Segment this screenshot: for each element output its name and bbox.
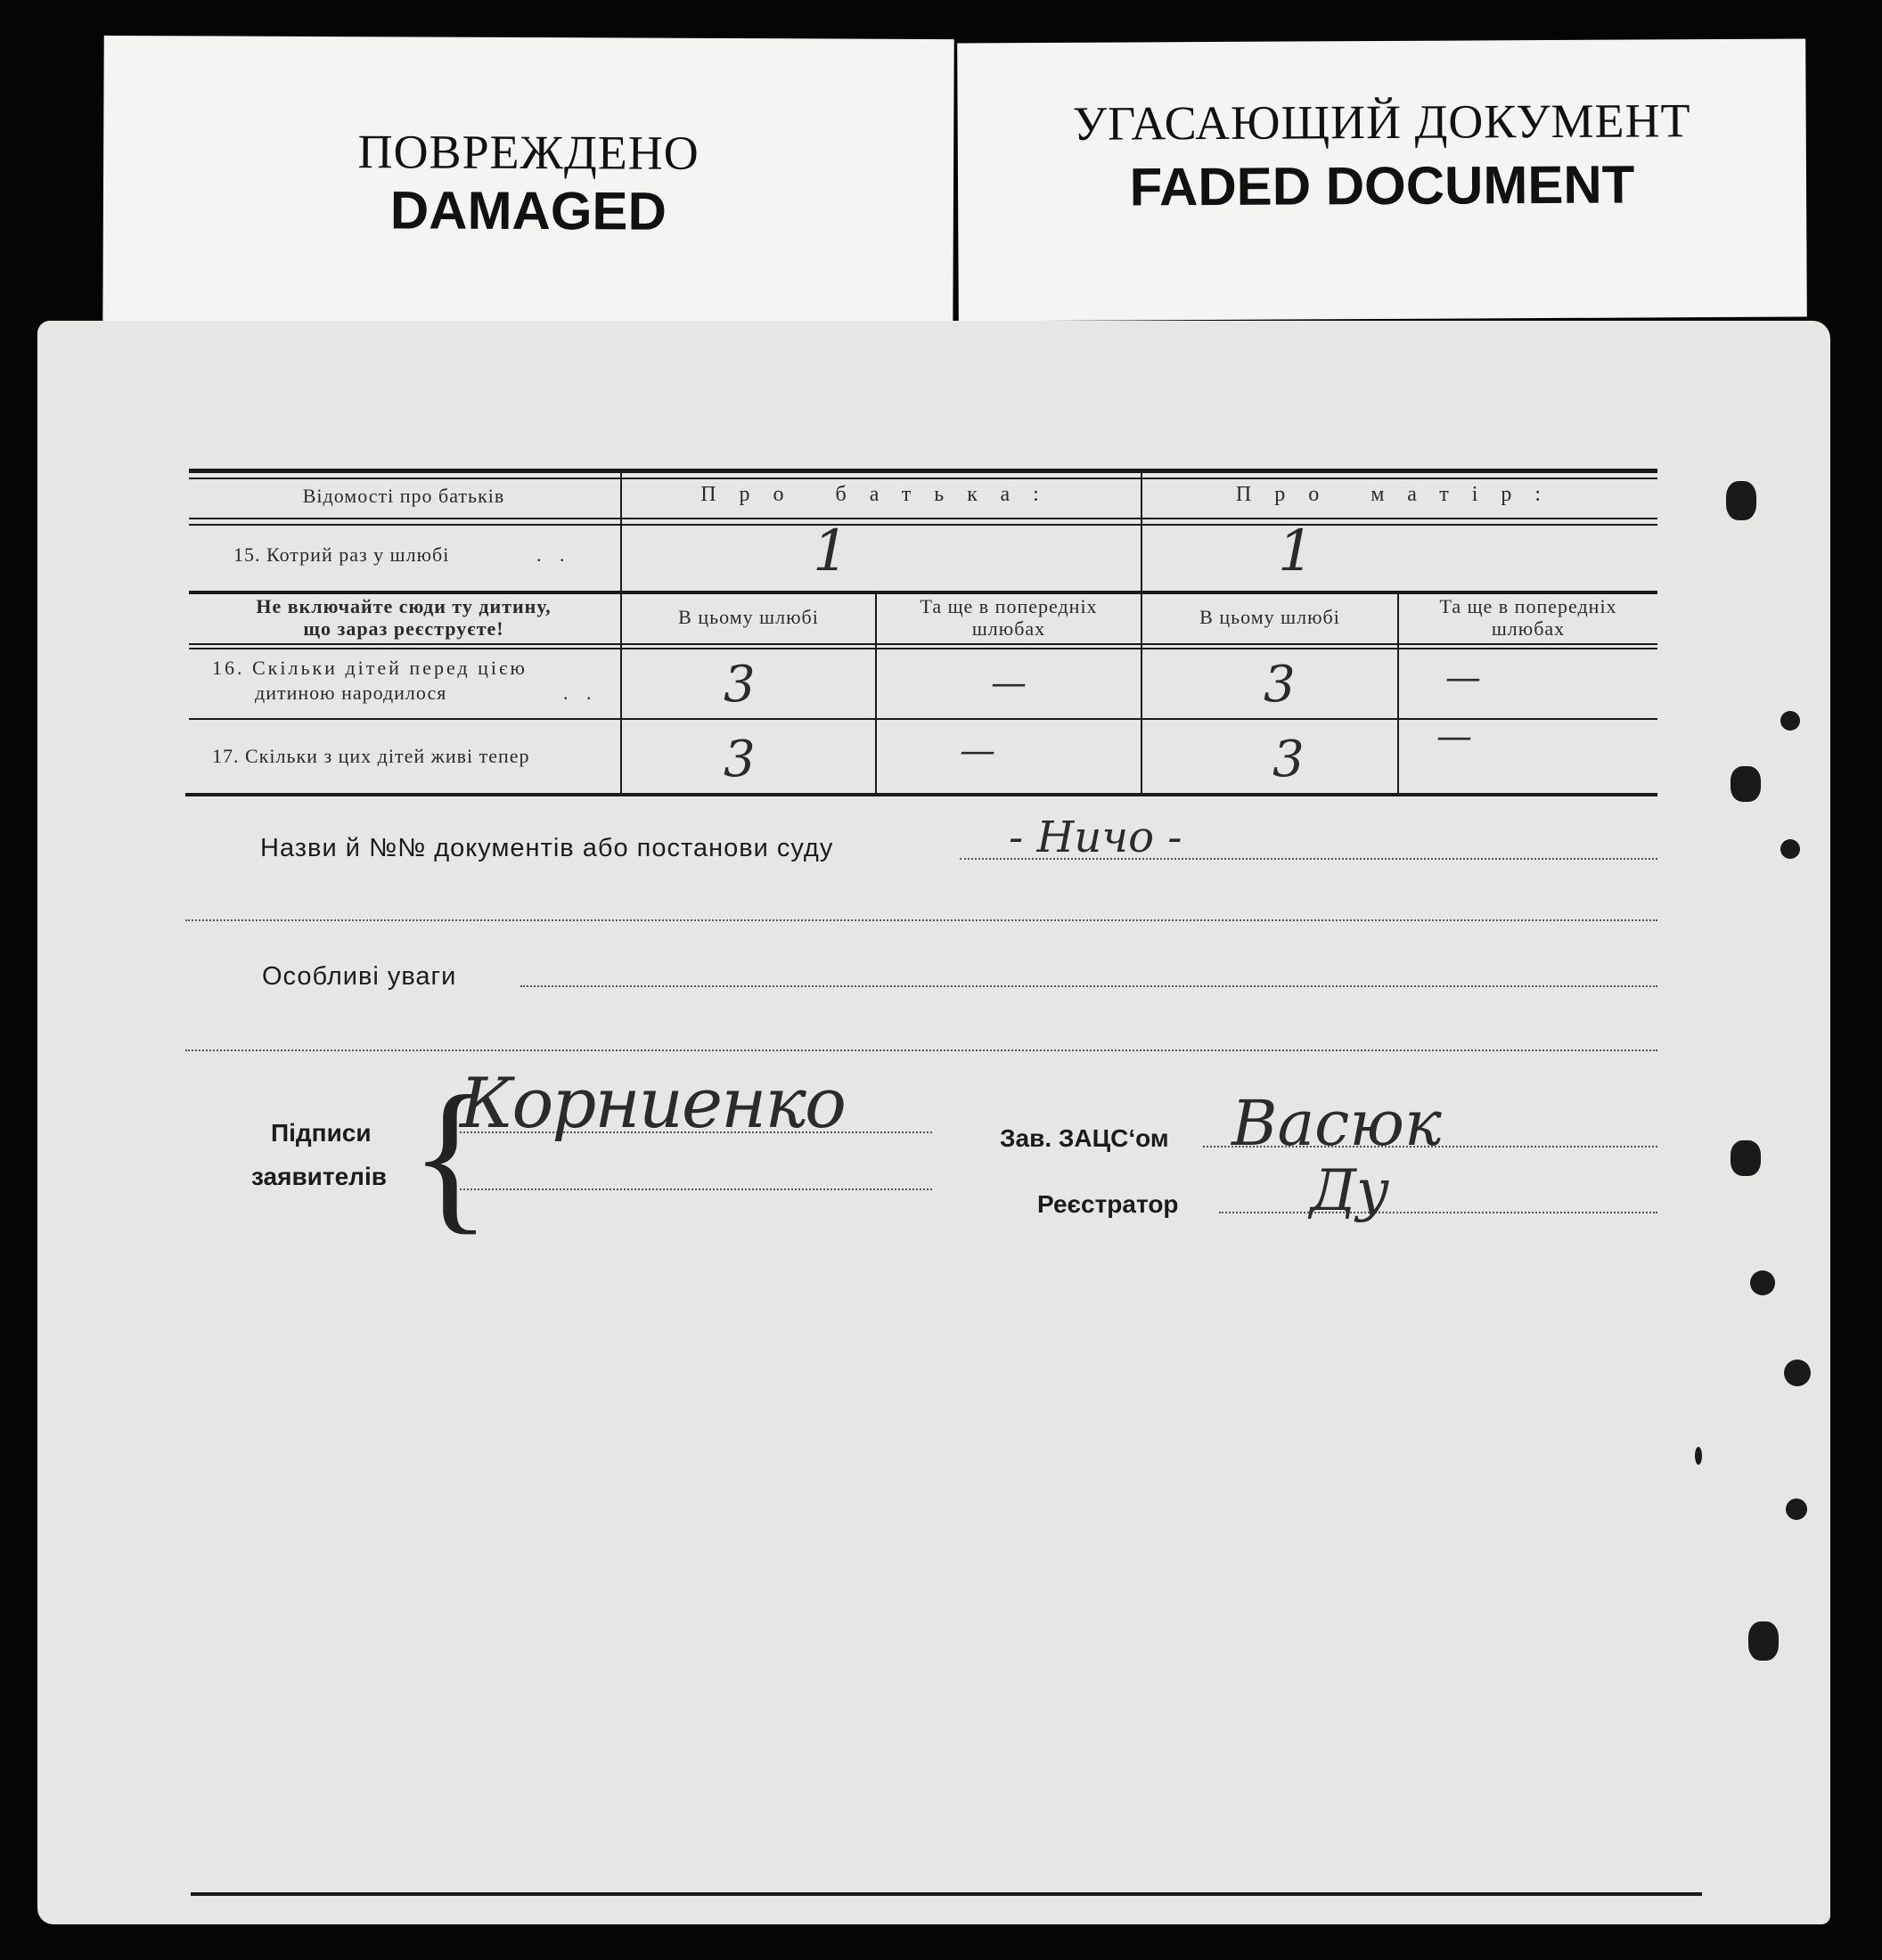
- row17-father-this: 3: [724, 731, 756, 788]
- faded-label-en: FADED DOCUMENT: [1129, 154, 1635, 217]
- binder-hole: [1750, 1270, 1775, 1295]
- registry-head-signature: Васюк: [1231, 1087, 1442, 1160]
- signatures-brace: {: [410, 1062, 492, 1249]
- row17-mother-this: 3: [1272, 731, 1305, 788]
- binder-hole: [1731, 766, 1761, 802]
- registrar-label: Реєстратор: [1037, 1190, 1179, 1218]
- damaged-label-card: [102, 36, 953, 333]
- row17-father-prev: —: [960, 731, 995, 772]
- row16-father-prev: —: [991, 663, 1027, 704]
- faded-label-ru: УГАСАЮЩИЙ ДОКУМЕНТ: [1072, 94, 1691, 151]
- row15-mother-value: 1: [1278, 519, 1314, 584]
- table-rule: [189, 591, 1657, 594]
- binder-hole: [1784, 1360, 1811, 1386]
- row16-label-line2: дитиною народилося: [255, 682, 447, 704]
- applicant-signature-line-2: [460, 1188, 932, 1190]
- table-rule: [189, 643, 1657, 645]
- mother-this-marriage-header: В цьому шлюбі: [1199, 606, 1340, 628]
- mother-prev-marriage-header-line2: шлюбах: [1491, 617, 1566, 640]
- table-top-rule: [189, 469, 1657, 473]
- registry-head-label: Зав. ЗАЦС‘ом: [1000, 1124, 1169, 1152]
- bottom-rule: [191, 1892, 1702, 1896]
- row17-label: 17. Скільки з цих дітей живі тепер: [212, 745, 530, 767]
- registrar-line: [1219, 1212, 1657, 1213]
- row15-father-value: 1: [813, 519, 849, 584]
- row16-mother-prev: —: [1445, 657, 1481, 698]
- row16-dots: . .: [563, 682, 593, 704]
- table-rule: [189, 518, 1657, 519]
- header-father: Про батька:: [700, 483, 1062, 506]
- table-rule: [189, 478, 1657, 479]
- row15-dots: . .: [536, 543, 566, 566]
- table-column-rule: [620, 472, 622, 795]
- documents-value: - Ничо -: [1009, 813, 1182, 862]
- damaged-label-en: DAMAGED: [389, 180, 667, 241]
- row16-father-this: 3: [724, 656, 756, 714]
- header-parents-info: Відомості про батьків: [302, 485, 505, 507]
- mother-prev-marriage-header-line1: Та ще в попередніх: [1439, 595, 1617, 617]
- row16-label-line1: 16. Скільки дітей перед цією: [212, 657, 528, 679]
- binder-hole: [1748, 1621, 1779, 1661]
- binder-hole: [1695, 1447, 1702, 1465]
- special-notes-line: [520, 985, 1657, 987]
- table-rule: [189, 524, 1657, 526]
- row15-label: 15. Котрий раз у шлюбі: [233, 543, 450, 566]
- exclude-note-line2: що зараз реєструєте!: [303, 617, 504, 640]
- binder-hole: [1726, 481, 1756, 520]
- row16-mother-this: 3: [1264, 656, 1296, 714]
- signatures-label-line2: заявителів: [251, 1163, 387, 1190]
- faded-label-card: [957, 39, 1807, 322]
- header-mother: Про матір:: [1235, 483, 1565, 506]
- binder-hole: [1780, 711, 1800, 731]
- special-notes-label: Особливі уваги: [262, 962, 457, 991]
- special-notes-line-2: [185, 1049, 1657, 1051]
- applicant-signature: Корниенко: [460, 1064, 845, 1144]
- registrar-signature: Ду: [1310, 1158, 1390, 1224]
- father-prev-marriage-header-line2: шлюбах: [971, 617, 1046, 640]
- binder-hole: [1731, 1140, 1761, 1176]
- father-this-marriage-header: В цьому шлюбі: [678, 606, 819, 628]
- table-rule: [189, 648, 1657, 649]
- documents-label: Назви й №№ документів або постанови суду: [260, 834, 834, 862]
- table-column-rule: [1141, 472, 1142, 795]
- documents-line-2: [185, 919, 1657, 921]
- father-prev-marriage-header-line1: Та ще в попередніх: [920, 595, 1098, 617]
- table-bottom-rule: [185, 793, 1657, 796]
- binder-hole: [1780, 839, 1800, 859]
- form-sheet: [37, 321, 1830, 1924]
- damaged-label-ru: ПОВРЕЖДЕНО: [357, 125, 700, 180]
- binder-hole: [1786, 1499, 1807, 1520]
- signatures-label-line1: Підписи: [271, 1119, 372, 1147]
- row17-mother-prev: —: [1436, 716, 1472, 757]
- exclude-note-line1: Не включайте сюди ту дитину,: [256, 595, 552, 617]
